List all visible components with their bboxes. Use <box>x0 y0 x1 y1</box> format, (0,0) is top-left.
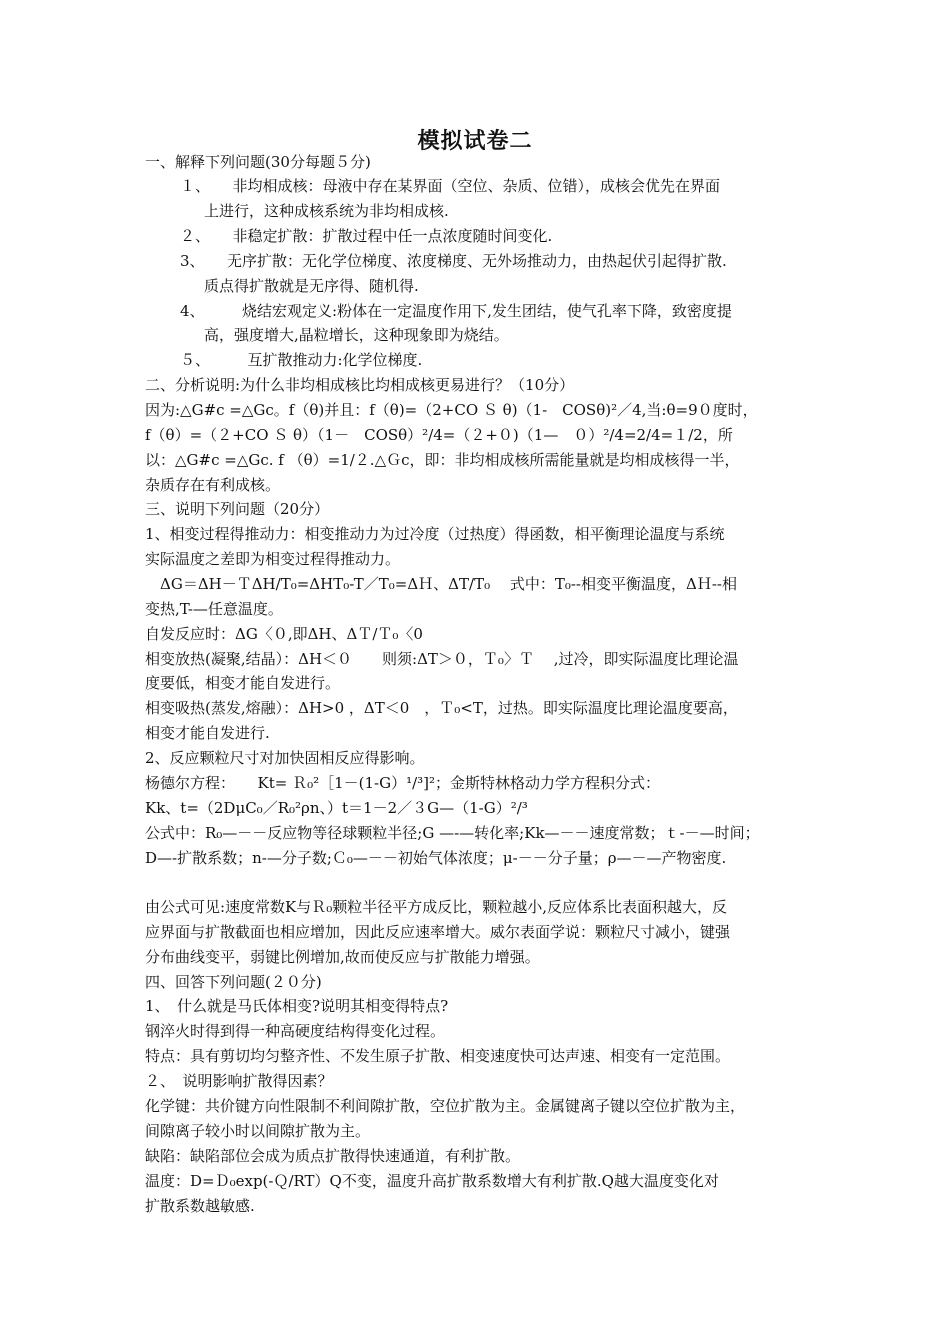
paragraph-line: 实际温度之差即为相变过程得推动力。 <box>145 550 401 568</box>
paragraph-line: f（θ）=（２+CO Ｓ θ）（1－ COSθ）²/4=（２+０)（1— ０）²/4=2/4=１/2，所 <box>145 426 733 444</box>
formula-line: Kk、t=（2DμC₀／R₀²ρn、）t＝1－2／３G—（1-G）²/³ <box>145 799 528 817</box>
paragraph-line: 扩散系数越敏感. <box>145 1197 255 1215</box>
formula-line: ΔG＝ΔH－ＴΔH/T₀=ΔHT₀-T／T₀=ΔＨ、ΔT/T₀ 式中：T₀--相变平衡温度，ΔＨ--相 <box>145 575 737 593</box>
q1-1-cont: 上进行，这种成核系统为非均相成核. <box>204 202 449 220</box>
paragraph-line: 由公式可见:速度常数K与Ｒ₀颗粒半径平方成反比，颗粒越小,反应体系比表面积越大，反 <box>145 898 728 916</box>
paragraph-line: 1、相变过程得推动力：相变推动力为过冷度（过热度）得函数，相平衡理论温度与系统 <box>145 525 725 543</box>
paragraph-line: 相变才能自发进行. <box>145 724 270 742</box>
q1-1: １、 非均相成核：母液中存在某界面（空位、杂质、位错），成核会优先在界面 <box>180 177 721 195</box>
section-3-heading: 三、说明下列问题（20分） <box>145 500 330 518</box>
paragraph-line: 间隙离子较小时以间隙扩散为主。 <box>145 1122 371 1140</box>
paragraph-line: 自发反应时：ΔG〈０,即ΔH、ΔＴ/Ｔ₀〈0 <box>145 625 423 643</box>
paragraph-line: 杂质存在有利成核。 <box>145 476 281 494</box>
paragraph-line: 应界面与扩散截面也相应增加，因此反应速率增大。威尔表面学说：颗粒尺寸减小，键强 <box>145 923 731 941</box>
q1-3: 3、 无序扩散：无化学位梯度、浓度梯度、无外场推动力，由热起伏引起得扩散. <box>180 252 727 270</box>
paragraph-line: 特点：具有剪切均匀整齐性、不发生原子扩散、相变速度快可达声速、相变有一定范围。 <box>145 1047 731 1065</box>
formula-line: 杨德尔方程： Kt= Ｒ₀²［1－(1-G）¹/³]²；金斯特林格动力学方程积分式： <box>145 774 661 792</box>
paragraph-line: 相变放热(凝聚,结晶）：ΔH＜０ 则须:ΔT＞０，Ｔ₀〉Ｔ ,过冷，即实际温度比理论温 <box>145 650 739 668</box>
q1-4: 4、 烧结宏观定义:粉体在一定温度作用下,发生团结，使气孔率下降，致密度提 <box>180 302 732 320</box>
paragraph-line: 公式中：R₀—－－反应物等径球颗粒半径;G —-—转化率;Kk—－－速度常数；ｔ-－—时间； <box>145 824 760 842</box>
section-1-heading: 一、解释下列问题(30分每题５分) <box>145 153 371 171</box>
section-4-heading: 四、回答下列问题(２０分) <box>145 973 322 991</box>
paragraph-line: 温度：D=Ｄ₀exp(-Ｑ/RT）Q不变，温度升高扩散系数增大有利扩散.Q越大温度变化对 <box>145 1172 719 1190</box>
paragraph-line: 因为:△G#c =△Gc。f（θ)并且：f（θ)=（2+CO Ｓ θ)（1- COSθ)²／4,当:θ=9０度时， <box>145 401 758 419</box>
q1-2: ２、 非稳定扩散：扩散过程中任一点浓度随时间变化. <box>180 227 553 245</box>
paragraph-line: 缺陷：缺陷部位会成为质点扩散得快速通道，有利扩散。 <box>145 1147 521 1165</box>
q1-3-cont: 质点得扩散就是无序得、随机得. <box>204 277 419 295</box>
paragraph-line: 化学键：共价键方向性限制不利间隙扩散，空位扩散为主。金属键离子键以空位扩散为主， <box>145 1097 746 1115</box>
q1-4-cont: 高，强度增大,晶粒增长，这种现象即为烧结。 <box>204 326 509 344</box>
q1-5: ５、 互扩散推动力:化学位梯度. <box>180 351 423 369</box>
q4-1: 1、 什么就是马氏体相变?说明其相变得特点? <box>145 997 449 1015</box>
paragraph-line: 度要低，相变才能自发进行。 <box>145 674 341 692</box>
paragraph-line: 分布曲线变平，弱键比例增加,故而使反应与扩散能力增强。 <box>145 948 540 966</box>
q4-2: ２、 说明影响扩散得因素？ <box>145 1072 333 1090</box>
paragraph-line: 钢淬火时得到得一种高硬度结构得变化过程。 <box>145 1022 446 1040</box>
paragraph-line: 变热,T-—任意温度。 <box>145 600 283 618</box>
paragraph-line: 以：△G#c =△Gc. f （θ）=1/２.△Ｇc，即：非均相成核所需能量就是均相成核得一半， <box>145 451 740 469</box>
paragraph-line: D—-扩散系数；n-—分子数;Ｃ₀—－－初始气体浓度；μ-－－分子量；ρ—－—产物密度. <box>145 849 727 867</box>
paragraph-line: 相变吸热(蒸发,熔融）：ΔH>0 ，ΔT＜0 ，Ｔ₀<T，过热。即实际温度比理论温度要高， <box>145 699 738 717</box>
page-title: 模拟试卷二 <box>417 129 533 154</box>
paragraph-line: 2、反应颗粒尺寸对加快固相反应得影响。 <box>145 749 425 767</box>
section-2-heading: 二、分析说明:为什么非均相成核比均相成核更易进行？（10分） <box>145 376 575 394</box>
